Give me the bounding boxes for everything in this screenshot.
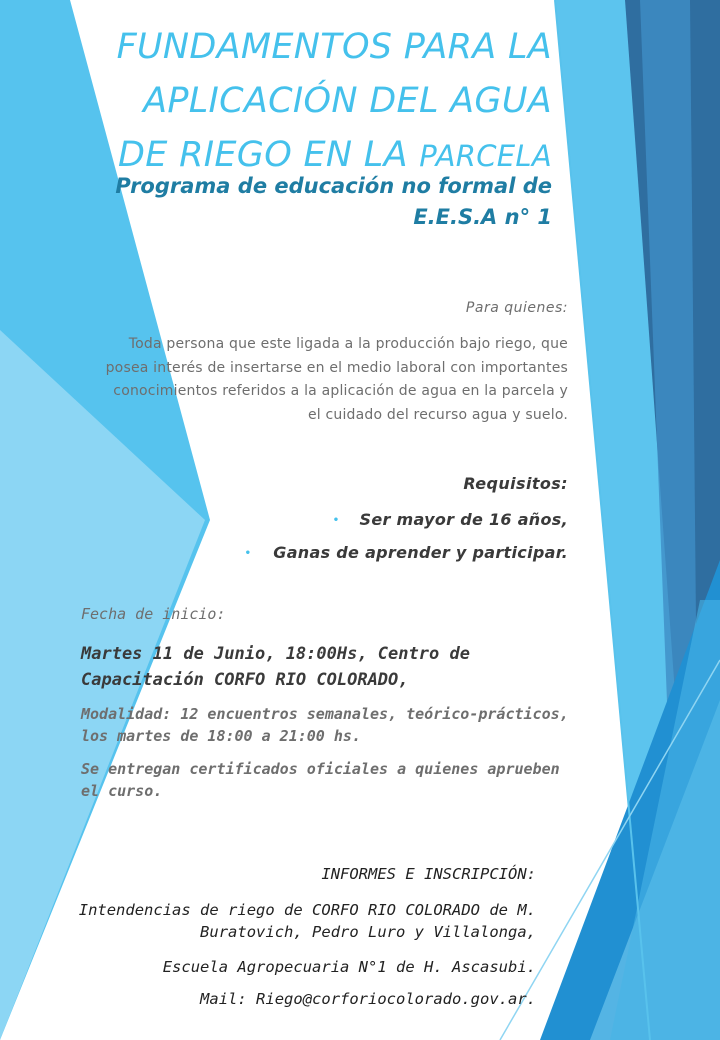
bullet-icon: •: [332, 514, 340, 526]
modalidad-text: Modalidad: 12 encuentros semanales, teórico-prácticos, los martes de 18:00 a 21:00 hs.: [81, 705, 569, 745]
para-quienes-text: Toda persona que este ligada a la producción bajo riego, que posea interés de insertarse en el medio laboral con importantes conocimientos referidos a la aplicación de agua en la parcela y el cuidado del recurso agua y suelo.: [105, 336, 568, 423]
requisito-item: [98, 539, 568, 572]
informes-intendencias: Intendencias de riego de CORFO RIO COLORADO de M. Buratovich, Pedro Luro y Villalonga,: [78, 901, 536, 941]
informes-escuela: Escuela Agropecuaria N°1 de H. Ascasubi.: [162, 958, 536, 976]
para-quienes-label: Para quienes:: [465, 300, 568, 316]
informes-title: INFORMES E INSCRIPCIÓN:: [321, 865, 536, 883]
fecha-label: Fecha de inicio:: [81, 605, 226, 623]
subtitle-line-2: E.E.S.A n° 1: [413, 205, 552, 229]
requisitos-list: [98, 506, 568, 572]
requisitos-label: Requisitos:: [463, 474, 568, 493]
title-line-3b: PARCELA: [419, 139, 552, 173]
subtitle-line-1: Programa de educación no formal de: [115, 174, 552, 198]
title-line-1: FUNDAMENTOS PARA LA: [116, 27, 552, 67]
program-subtitle: [32, 171, 552, 233]
poster-title: [32, 20, 552, 183]
requisito-text: Ganas de aprender y participar.: [273, 543, 568, 562]
informes-mail: Mail: Riego@corforiocolorado.gov.ar.: [200, 990, 536, 1008]
title-line-3a: DE RIEGO EN LA: [118, 135, 408, 175]
requisito-item: [98, 506, 568, 539]
certificados-text: Se entregan certificados oficiales a quienes aprueben el curso.: [81, 760, 560, 800]
requisito-text: Ser mayor de 16 años,: [359, 510, 568, 529]
title-line-2: APLICACIÓN DEL AGUA: [143, 81, 552, 121]
fecha-value: Martes 11 de Junio, 18:00Hs, Centro de Capacitación CORFO RIO COLORADO,: [81, 644, 470, 690]
bullet-icon: •: [244, 547, 252, 559]
